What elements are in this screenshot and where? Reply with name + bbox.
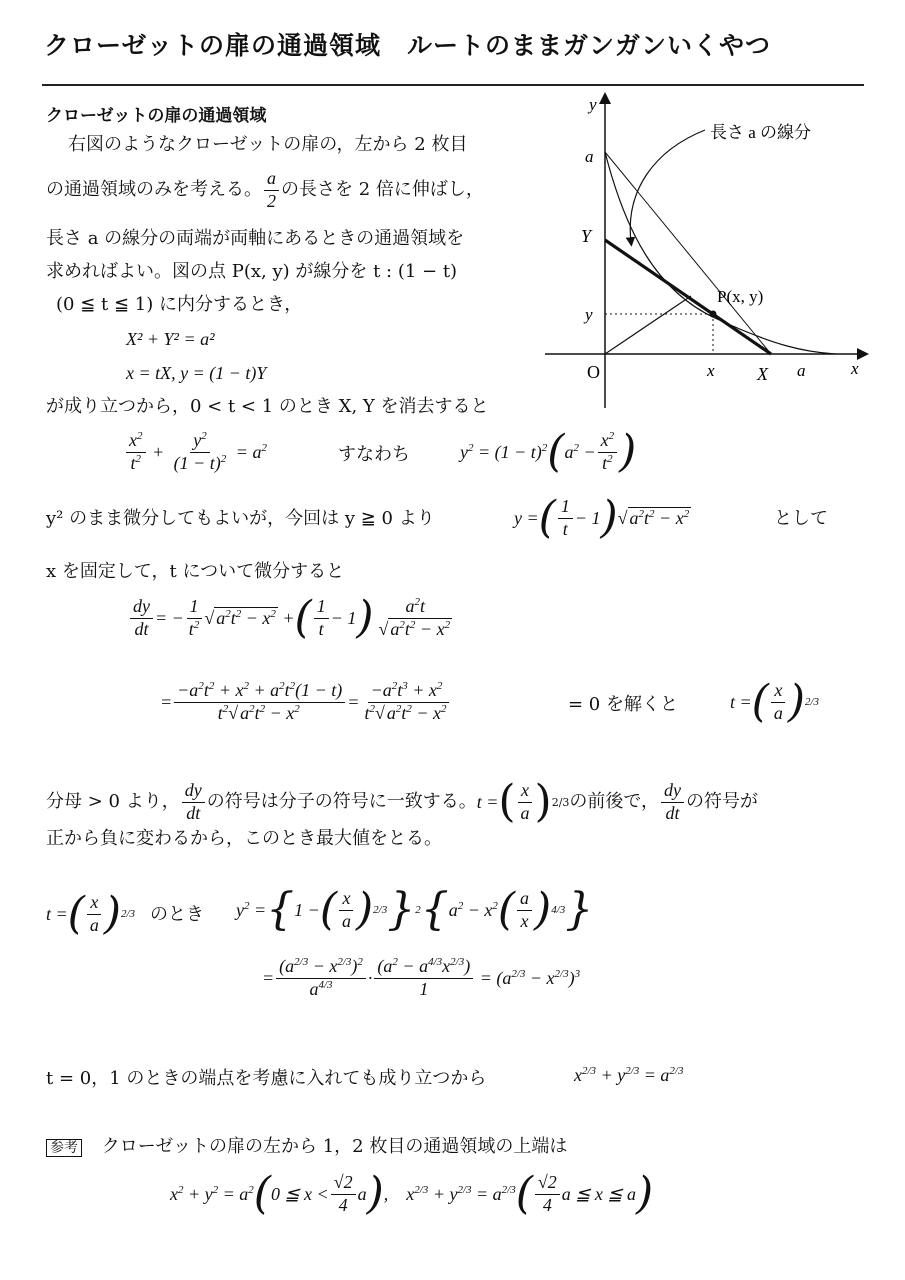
notoki-text: のとき bbox=[150, 904, 204, 925]
sunawachi-text: すなわち bbox=[338, 444, 410, 465]
origin-label: O bbox=[587, 362, 600, 382]
closet-door-figure bbox=[545, 90, 875, 410]
reference-text: クローゼットの扉の左から 1，2 枚目の通過領域の上端は bbox=[101, 1136, 568, 1157]
callout-arrow bbox=[630, 130, 705, 242]
diff-note: y² のまま微分してもよいが，今回は y ≧ 0 より bbox=[46, 508, 435, 529]
title-divider bbox=[42, 84, 864, 86]
label-big-y: Y bbox=[581, 226, 592, 246]
door-segment-1 bbox=[605, 152, 771, 354]
intro-line-6: が成り立つから，0 < t < 1 のとき X, Y を消去すると bbox=[46, 396, 489, 417]
label-a-on-y: a bbox=[585, 147, 594, 166]
intro-line-1: 右図のようなクローゼットの扉の，左から 2 枚目 bbox=[68, 134, 468, 155]
reference-equations: $x^2 + y^2 = a^2$ ( 0 ≦ x < $\frac{√2}{4}$ a ) , $x^{2/3} + y^{2/3} = a^{2/3}$ ( $\frac{√2}{4}$ a ≦ x ≦ a ) bbox=[170, 1168, 654, 1220]
reference-line bbox=[46, 1138, 567, 1156]
intro-line-5: (0 ≦ t ≦ 1) に内分するとき， bbox=[56, 294, 303, 315]
door-segment-2 bbox=[605, 296, 691, 354]
sign-line-c: の前後で， bbox=[569, 791, 660, 813]
frac-den: 2 bbox=[267, 190, 276, 211]
label-point-p: P(x, y) bbox=[717, 287, 764, 306]
callout-label: 長さ a の線分 bbox=[710, 123, 812, 142]
half-a-fraction bbox=[264, 168, 279, 212]
frac-num: a bbox=[264, 168, 279, 191]
intro-line-2b: の長さを 2 倍に伸ばし， bbox=[281, 179, 484, 201]
intro-line-4: 求めればよい。図の点 P(x, y) が線分を t : (1 − t) bbox=[46, 261, 458, 282]
label-a-on-x: a bbox=[797, 361, 806, 380]
toshite-text: として bbox=[774, 508, 828, 529]
point-p bbox=[710, 311, 717, 318]
label-small-x: x bbox=[707, 361, 715, 380]
y-root-equation: y = ( $\frac{1}{t}$ − 1 ) √ $a^2t^2 - x^2$ bbox=[514, 492, 690, 544]
y-squared-result: = $\frac{(a^{2/3} - x^{2/3})^2}{a^{4/3}}$ · $\frac{(a^2 - a^{4/3}x^{2/3})}{1}$ = $(a^{2/3} - x^{2/3})^3$ bbox=[262, 956, 581, 999]
label-big-x: X bbox=[757, 364, 768, 384]
eliminated-equation: $\frac{x^2}{t^2}$ + $\frac{y^2}{(1 - t)^2}$ = $a^2$ bbox=[124, 430, 267, 474]
derivative-equation: $\frac{dy}{dt}$ = − $\frac{1}{t^2}$ √ $a^2t^2 - x^2$ + ( $\frac{1}{t}$ − 1 ) $\frac{a^2t}{√ a^2t^2 - x^2}$ bbox=[128, 596, 457, 640]
fix-x-text: x を固定して，t について微分すると bbox=[46, 561, 345, 582]
derivative-simplified: = $\frac{-a^2t^2 + x^2 + a^2t^2(1 - t)}{t^2√ a^2t^2 - x^2}$ = $\frac{-a^2t^3 + x^2}{t^2√ a^2t^2 - x^2}$ bbox=[160, 680, 447, 723]
axis-label-y: y bbox=[589, 95, 597, 114]
sign-line-d: の符号が bbox=[686, 791, 759, 813]
reference-badge: 参考 bbox=[46, 1139, 82, 1157]
section-heading: クローゼットの扉の通過領域 bbox=[46, 106, 267, 126]
t-solution: t = ( $\frac{x}{a}$ ) 2/3 bbox=[730, 676, 820, 728]
intro-line-2 bbox=[46, 168, 484, 212]
y-squared-equation: $y^2 = (1 - t)^2$ ( $a^2$ − $\frac{x^2}{t^2}$ ) bbox=[460, 426, 637, 478]
intro-line-2a: の通過領域のみを考える。 bbox=[46, 179, 262, 201]
equation-circle: X² + Y² = a² bbox=[126, 329, 215, 349]
t-sub-condition: t = ( $\frac{x}{a}$ ) 2/3 bbox=[46, 888, 136, 940]
endpoint-text: t = 0，1 のときの端点を考慮に入れても成り立つから bbox=[46, 1068, 487, 1089]
page-title: クローゼットの扉の通過領域 ルートのままガンガンいくやつ bbox=[44, 31, 772, 60]
y-squared-sub: $y^2$ = { 1 − ( $\frac{x}{a}$ ) 2/3 } 2 { $a^2 - x^2$ ( $\frac{a}{x}$ ) 4/3 } bbox=[236, 884, 594, 936]
sign-line-b: の符号は分子の符号に一致する。 bbox=[206, 791, 477, 813]
max-text: 正から負に変わるから，このとき最大値をとる。 bbox=[46, 828, 442, 849]
intro-line-3: 長さ a の線分の両端が両軸にあるときの通過領域を bbox=[46, 228, 465, 249]
solve-text: = 0 を解くと bbox=[568, 694, 678, 715]
astroid-result: $x^{2/3} + y^{2/3} = a^{2/3}$ bbox=[574, 1065, 684, 1085]
sign-line: 分母 > 0 より， $\frac{dy}{dt}$ の符号は分子の符号に一致する。 t = ( $\frac{x}{a}$ ) 2/3 の前後で， $\frac{dy}{dt}$ の符号が bbox=[46, 776, 759, 828]
astroid-curve bbox=[605, 152, 835, 354]
equation-param: x = tX, y = (1 − t)Y bbox=[126, 363, 267, 383]
label-small-y: y bbox=[585, 305, 593, 324]
axis-label-x: x bbox=[851, 359, 859, 378]
sign-line-a: 分母 > 0 より， bbox=[46, 791, 180, 813]
